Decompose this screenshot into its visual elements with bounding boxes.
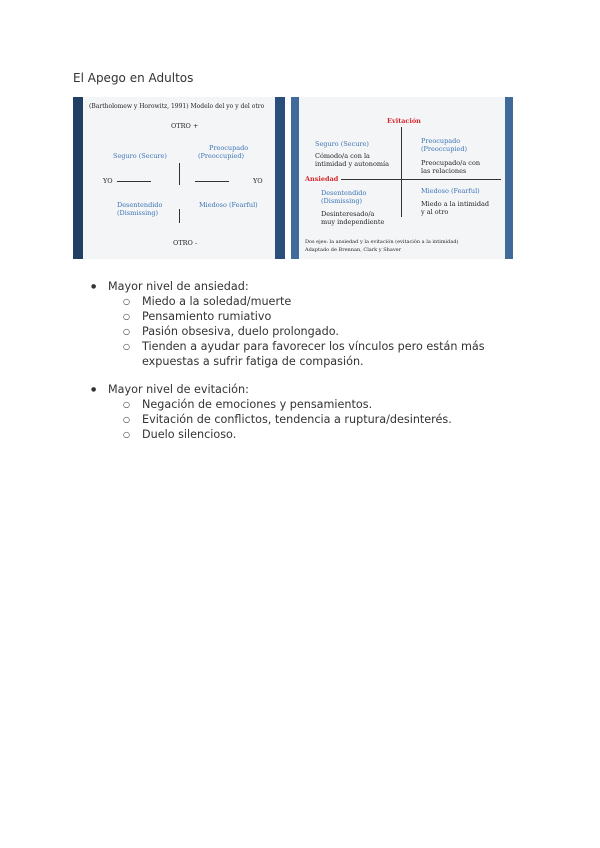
label-desentendido-right: Desentendido bbox=[321, 189, 367, 197]
label-preocupado-left-en: (Preoccupied) bbox=[198, 152, 245, 160]
attachment-slides-image bbox=[73, 97, 513, 259]
label-preocupado-right: Preocupado bbox=[421, 137, 461, 145]
desc-desentendido-1: Desinteresado/a bbox=[321, 210, 375, 218]
label-miedoso-right: Miedoso (Fearful) bbox=[421, 187, 480, 195]
slide-bartholomew-model bbox=[73, 97, 285, 259]
list-item: ○ Negación de emociones y pensamientos. bbox=[142, 397, 521, 412]
label-seguro-right: Seguro (Secure) bbox=[315, 140, 369, 148]
label-miedoso-left: Miedoso (Fearful) bbox=[199, 201, 258, 209]
axis-evitacion bbox=[401, 127, 402, 217]
label-yo-right: YO bbox=[253, 177, 263, 185]
document-title: El Apego en Adultos bbox=[73, 71, 194, 85]
desc-miedoso-1: Miedo a la intimidad bbox=[421, 200, 490, 208]
axis-horizontal-left bbox=[117, 181, 151, 182]
label-preocupado-left: Preocupado bbox=[209, 144, 249, 152]
bullet-heading-ansiedad bbox=[91, 279, 521, 369]
label-desentendido-left: Desentendido bbox=[117, 201, 163, 209]
axis-horizontal-right bbox=[195, 181, 229, 182]
slide-right-footer-2: Adaptado de Brennan, Clark y Shaver bbox=[305, 247, 402, 253]
axis-vertical-bottom bbox=[179, 209, 180, 223]
label-otro-top: OTRO + bbox=[171, 122, 199, 130]
sublist-ansiedad bbox=[108, 294, 521, 369]
desc-miedoso-2: y al otro bbox=[421, 208, 449, 216]
slide-brennan-model bbox=[291, 97, 513, 259]
label-seguro-left: Seguro (Secure) bbox=[113, 152, 167, 160]
desc-preocupado-2: las relaciones bbox=[421, 167, 467, 175]
label-desentendido-left-en: (Dismissing) bbox=[117, 209, 159, 217]
list-item: ○ Evitación de conflictos, tendencia a ruptura/desinterés. bbox=[142, 412, 521, 427]
desc-preocupado-1: Preocupado/a con bbox=[421, 159, 481, 167]
slide-left-border bbox=[73, 97, 83, 259]
desc-desentendido-2: muy independiente bbox=[321, 218, 385, 226]
heading-evitacion-text: Mayor nivel de evitación: bbox=[108, 383, 249, 396]
desc-seguro-2: intimidad y autonomía bbox=[315, 160, 390, 168]
list-item: ○ Duelo silencioso. bbox=[142, 427, 521, 442]
label-preocupado-right-en: (Preoccupied) bbox=[421, 145, 468, 153]
label-ansiedad: Ansiedad bbox=[305, 175, 339, 183]
list-item: ○ Pasión obsesiva, duelo prolongado. bbox=[142, 324, 521, 339]
axis-ansiedad bbox=[341, 179, 501, 180]
label-otro-bottom: OTRO - bbox=[173, 239, 198, 247]
list-item: ○ Pensamiento rumiativo bbox=[142, 309, 521, 324]
axis-vertical-top bbox=[179, 163, 180, 185]
desc-seguro-1: Cómodo/a con la bbox=[315, 152, 370, 160]
bullet-list-evitacion bbox=[91, 382, 521, 442]
label-desentendido-right-en: (Dismissing) bbox=[321, 197, 363, 205]
bullet-list-ansiedad bbox=[91, 279, 521, 369]
heading-ansiedad-text: Mayor nivel de ansiedad: bbox=[108, 280, 249, 293]
list-item: ○ Miedo a la soledad/muerte bbox=[142, 294, 521, 309]
slide-right-left-border bbox=[291, 97, 299, 259]
slide-right-right-border bbox=[505, 97, 513, 259]
label-yo-left: YO bbox=[103, 177, 113, 185]
bullet-heading-evitacion bbox=[91, 382, 521, 442]
slide-left-right-border bbox=[275, 97, 285, 259]
slide-right-footer-1: Dos ejes: la ansiedad y la evitación (evitación a la intimidad) bbox=[305, 239, 459, 245]
sublist-evitacion bbox=[108, 397, 521, 442]
label-evitacion: Evitación bbox=[387, 117, 421, 125]
list-item: ○ Tienden a ayudar para favorecer los vínculos pero están más expuestas a sufrir fatiga de compasión. bbox=[142, 339, 521, 369]
slide-left-header: (Bartholomew y Horowitz, 1991) Modelo del yo y del otro bbox=[89, 103, 265, 110]
